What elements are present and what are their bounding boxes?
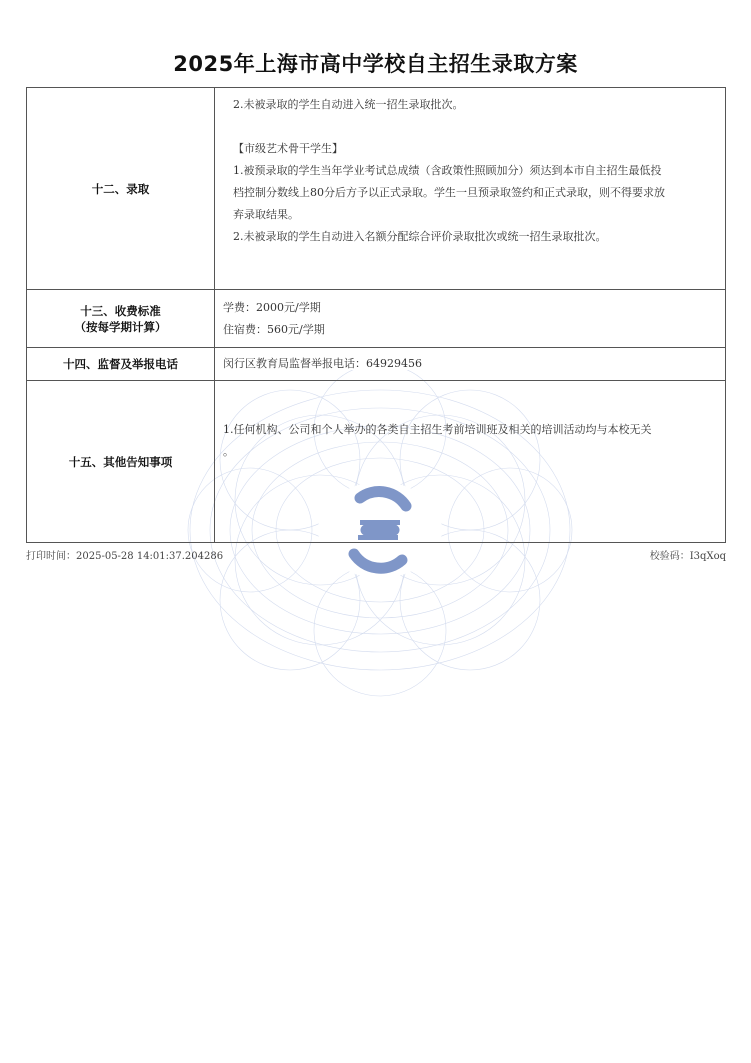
print-time: 打印时间：2025-05-28 14:01:37.204286 bbox=[26, 551, 224, 562]
content-line: 1.任何机构、公司和个人举办的各类自主招生考前培训班及相关的培训活动均与本校无关 bbox=[223, 423, 652, 436]
content-line: 2.未被录取的学生自动进入统一招生录取批次。 bbox=[233, 98, 464, 111]
content-line: 。 bbox=[223, 445, 234, 458]
table-row bbox=[27, 88, 726, 290]
section-label: 十五、其他告知事项 bbox=[27, 381, 215, 543]
page-title: 2025年上海市高中学校自主招生录取方案 bbox=[173, 52, 578, 76]
section-content bbox=[215, 88, 726, 290]
content-line: 弃录取结果。 bbox=[233, 208, 299, 221]
table-row bbox=[27, 381, 726, 543]
content-line: 1.被预录取的学生当年学业考试总成绩（含政策性照顾加分）须达到本市自主招生最低投 bbox=[233, 164, 662, 177]
section-content bbox=[215, 290, 726, 348]
content-line: 住宿费：560元/学期 bbox=[223, 322, 325, 336]
table-row bbox=[27, 348, 726, 381]
section-content bbox=[215, 348, 726, 381]
content-line: 学费：2000元/学期 bbox=[223, 300, 321, 314]
check-code: 校验码：I3qXoq bbox=[649, 551, 726, 562]
content-line: 【市级艺术骨干学生】 bbox=[233, 142, 343, 155]
content-line: 2.未被录取的学生自动进入名额分配综合评价录取批次或统一招生录取批次。 bbox=[233, 230, 607, 243]
section-label: 十二、录取 bbox=[27, 88, 215, 290]
content-line: 闵行区教育局监督举报电话：64929456 bbox=[223, 357, 422, 370]
content-line: 档控制分数线上80分后方予以正式录取。学生一旦预录取签约和正式录取，则不得要求放 bbox=[233, 186, 665, 199]
section-label: 十三、收费标准 （按每学期计算） bbox=[27, 290, 215, 348]
section-content bbox=[215, 381, 726, 543]
table-row bbox=[27, 290, 726, 348]
section-label: 十四、监督及举报电话 bbox=[27, 348, 215, 381]
enrollment-plan-table bbox=[26, 87, 726, 543]
